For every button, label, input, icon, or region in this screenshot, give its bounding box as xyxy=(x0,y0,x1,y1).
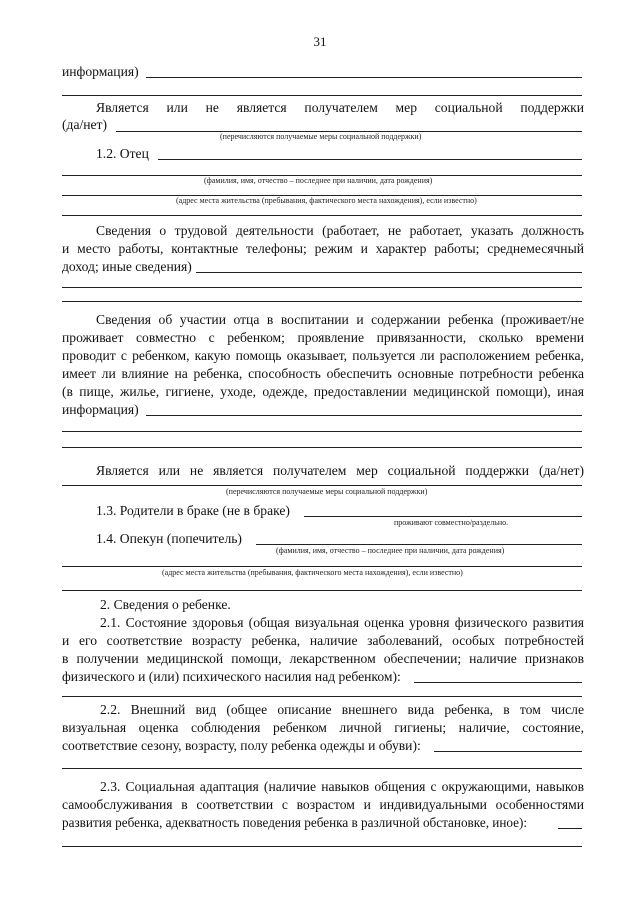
fill-line xyxy=(62,485,582,486)
work-text-3: доход; иные сведения) xyxy=(62,259,192,274)
fill-line xyxy=(62,447,582,448)
recipient-yes-no: (да/нет) xyxy=(62,117,108,132)
fill-line xyxy=(146,77,582,78)
father-address-caption: (адрес места жительства (пребывания, фактического места нахождения), если известно) xyxy=(176,196,477,205)
fill-line xyxy=(62,846,582,847)
fill-line xyxy=(558,828,582,829)
guardian-address-caption: (адрес места жительства (пребывания, фактического места нахождения), если известно) xyxy=(162,568,463,577)
page-number: 31 xyxy=(313,34,327,49)
work-text-1: Сведения о трудовой деятельности (работает, не работает, указать должность xyxy=(96,223,584,238)
appearance-text-3: соответствие сезону, возрасту, полу ребенка одежды и обуви): xyxy=(62,738,421,753)
measures-caption: (перечисляются получаемые меры социальной поддержки) xyxy=(220,132,422,141)
fill-line xyxy=(62,696,582,697)
fill-line xyxy=(146,415,582,416)
guardian-label: 1.4. Опекун (попечитель) xyxy=(96,531,242,546)
fill-line xyxy=(62,590,582,591)
father-name-caption: (фамилия, имя, отчество – последнее при наличии, дата рождения) xyxy=(204,176,433,185)
upbringing-text-3: проводит с ребенком, какую помощь оказывает, пользуется ли расположением ребенка, xyxy=(62,348,584,363)
upbringing-text-6: информация) xyxy=(62,402,139,417)
recipient-text: Является или не является получателем мер социальной поддержки xyxy=(96,100,584,115)
health-text-1: 2.1. Состояние здоровья (общая визуальная оценка уровня физического развития xyxy=(100,615,584,630)
fill-line xyxy=(196,272,582,273)
adaptation-text-1: 2.3. Социальная адаптация (наличие навыков общения с окружающими, навыков xyxy=(100,779,584,794)
father-label: 1.2. Отец xyxy=(96,146,149,161)
fill-line xyxy=(158,159,582,160)
fill-line xyxy=(62,768,582,769)
fill-line xyxy=(62,95,582,96)
adaptation-text-3: развития ребенка, адекватность поведения ребенка в различной обстановке, иное): xyxy=(62,815,528,830)
fill-line xyxy=(62,215,582,216)
adaptation-text-2: самообслуживания в соответствии с возрастом и индивидуальными особенностями xyxy=(62,797,584,812)
parents-caption: проживают совместно/раздельно. xyxy=(394,518,509,527)
fill-line xyxy=(62,566,582,567)
fill-line xyxy=(62,431,582,432)
health-text-2: и его соответствие возрасту ребенка, наличие заболеваний, особых потребностей xyxy=(62,633,584,648)
parents-label: 1.3. Родители в браке (не в браке) xyxy=(96,503,290,518)
appearance-text-2: визуальная оценка соблюдения ребенком личной гигиены; наличие, состояние, xyxy=(62,720,584,735)
child-title: 2. Сведения о ребенке. xyxy=(100,597,231,612)
fill-line xyxy=(62,301,582,302)
father-recipient-text: Является или не является получателем мер социальной поддержки (да/нет) xyxy=(96,463,584,478)
upbringing-text-2: проживает совместно с ребенком; проявление привязанности, сколько времени xyxy=(62,330,584,345)
upbringing-text-5: (в пище, жилье, гигиене, уходе, одежде, предоставлении медицинской помощи), иная xyxy=(62,384,584,399)
health-text-3: в получении медицинской помощи, лекарственном обеспечении; наличие признаков xyxy=(62,651,584,666)
fill-line xyxy=(62,287,582,288)
fill-line xyxy=(256,544,582,545)
guardian-name-caption: (фамилия, имя, отчество – последнее при наличии, дата рождения) xyxy=(276,546,505,555)
appearance-text-1: 2.2. Внешний вид (общее описание внешнего вида ребенка, в том числе xyxy=(100,702,584,717)
fill-line xyxy=(434,751,582,752)
health-text-4: физического и (или) психического насилия над ребенком): xyxy=(62,669,401,684)
fill-line xyxy=(414,682,582,683)
work-text-2: и место работы, контактные телефоны; режим и характер работы; среднемесячный xyxy=(62,241,584,256)
father-measures-caption: (перечисляются получаемые меры социальной поддержки) xyxy=(226,487,428,496)
info-label: информация) xyxy=(62,64,139,79)
fill-line xyxy=(304,516,582,517)
upbringing-text-1: Сведения об участии отца в воспитании и содержании ребенка (проживает/не xyxy=(96,312,584,327)
upbringing-text-4: имеет ли влияние на ребенка, способность обеспечить основные потребности ребенка xyxy=(62,366,584,381)
